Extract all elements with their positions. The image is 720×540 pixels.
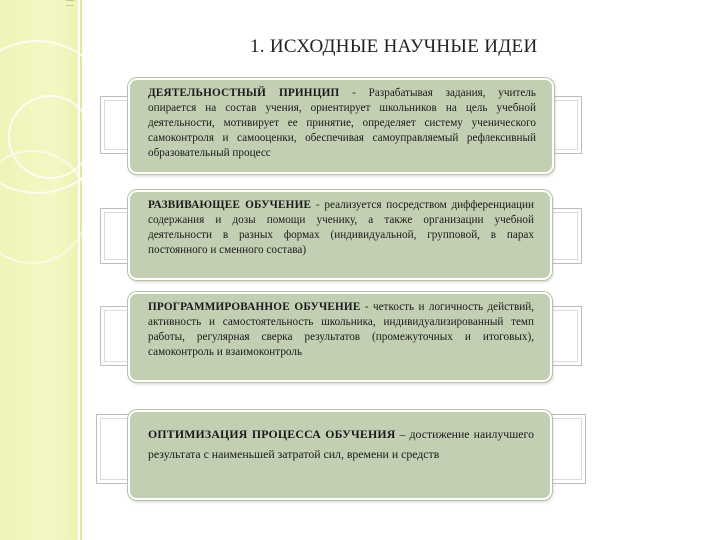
card-heading: ДЕЯТЕЛЬНОСТНЫЙ ПРИНЦИП xyxy=(148,87,340,99)
card-body: - реализуется посредством дифференциации содержания и дозы помощи ученику, а также организации учебной деятельности в разных формах (индивидуальной, групповой, в парах постоянного и сменного состава) xyxy=(148,199,534,256)
decorative-corner-mark xyxy=(66,0,74,6)
card-body: - четкость и логичность действий, активность и самостоятельность школьника, индивидуализированный темп работы, регулярная сверка результатов (промежуточных и итоговых), самоконтроль и взаимоконтроль xyxy=(148,301,534,358)
idea-card-programmed-learning xyxy=(128,292,552,382)
card-heading: ПРОГРАММИРОВАННОЕ ОБУЧЕНИЕ xyxy=(148,301,361,313)
card-body: – достижение наилучшего результата с наименьшей затратой сил, времени и средств xyxy=(148,427,534,461)
card-heading: РАЗВИВАЮЩЕЕ ОБУЧЕНИЕ xyxy=(148,199,312,211)
idea-card-activity-principle xyxy=(128,78,554,174)
idea-card-optimization xyxy=(128,410,552,500)
idea-card-developmental-learning xyxy=(128,190,552,280)
slide-title: 1. ИСХОДНЫЕ НАУЧНЫЕ ИДЕИ xyxy=(250,36,538,57)
card-body: - Разрабатывая задания, учитель опирается на состав учения, ориентирует школьников на цель учебной деятельности, мотивирует ее принятие, определяет систему ученического самоконтроля и самооценки, обеспечивая самоуправляемый рефлексивный образовательный процесс xyxy=(148,87,536,159)
card-heading: ОПТИМИЗАЦИЯ ПРОЦЕССА ОБУЧЕНИЯ xyxy=(148,427,396,441)
